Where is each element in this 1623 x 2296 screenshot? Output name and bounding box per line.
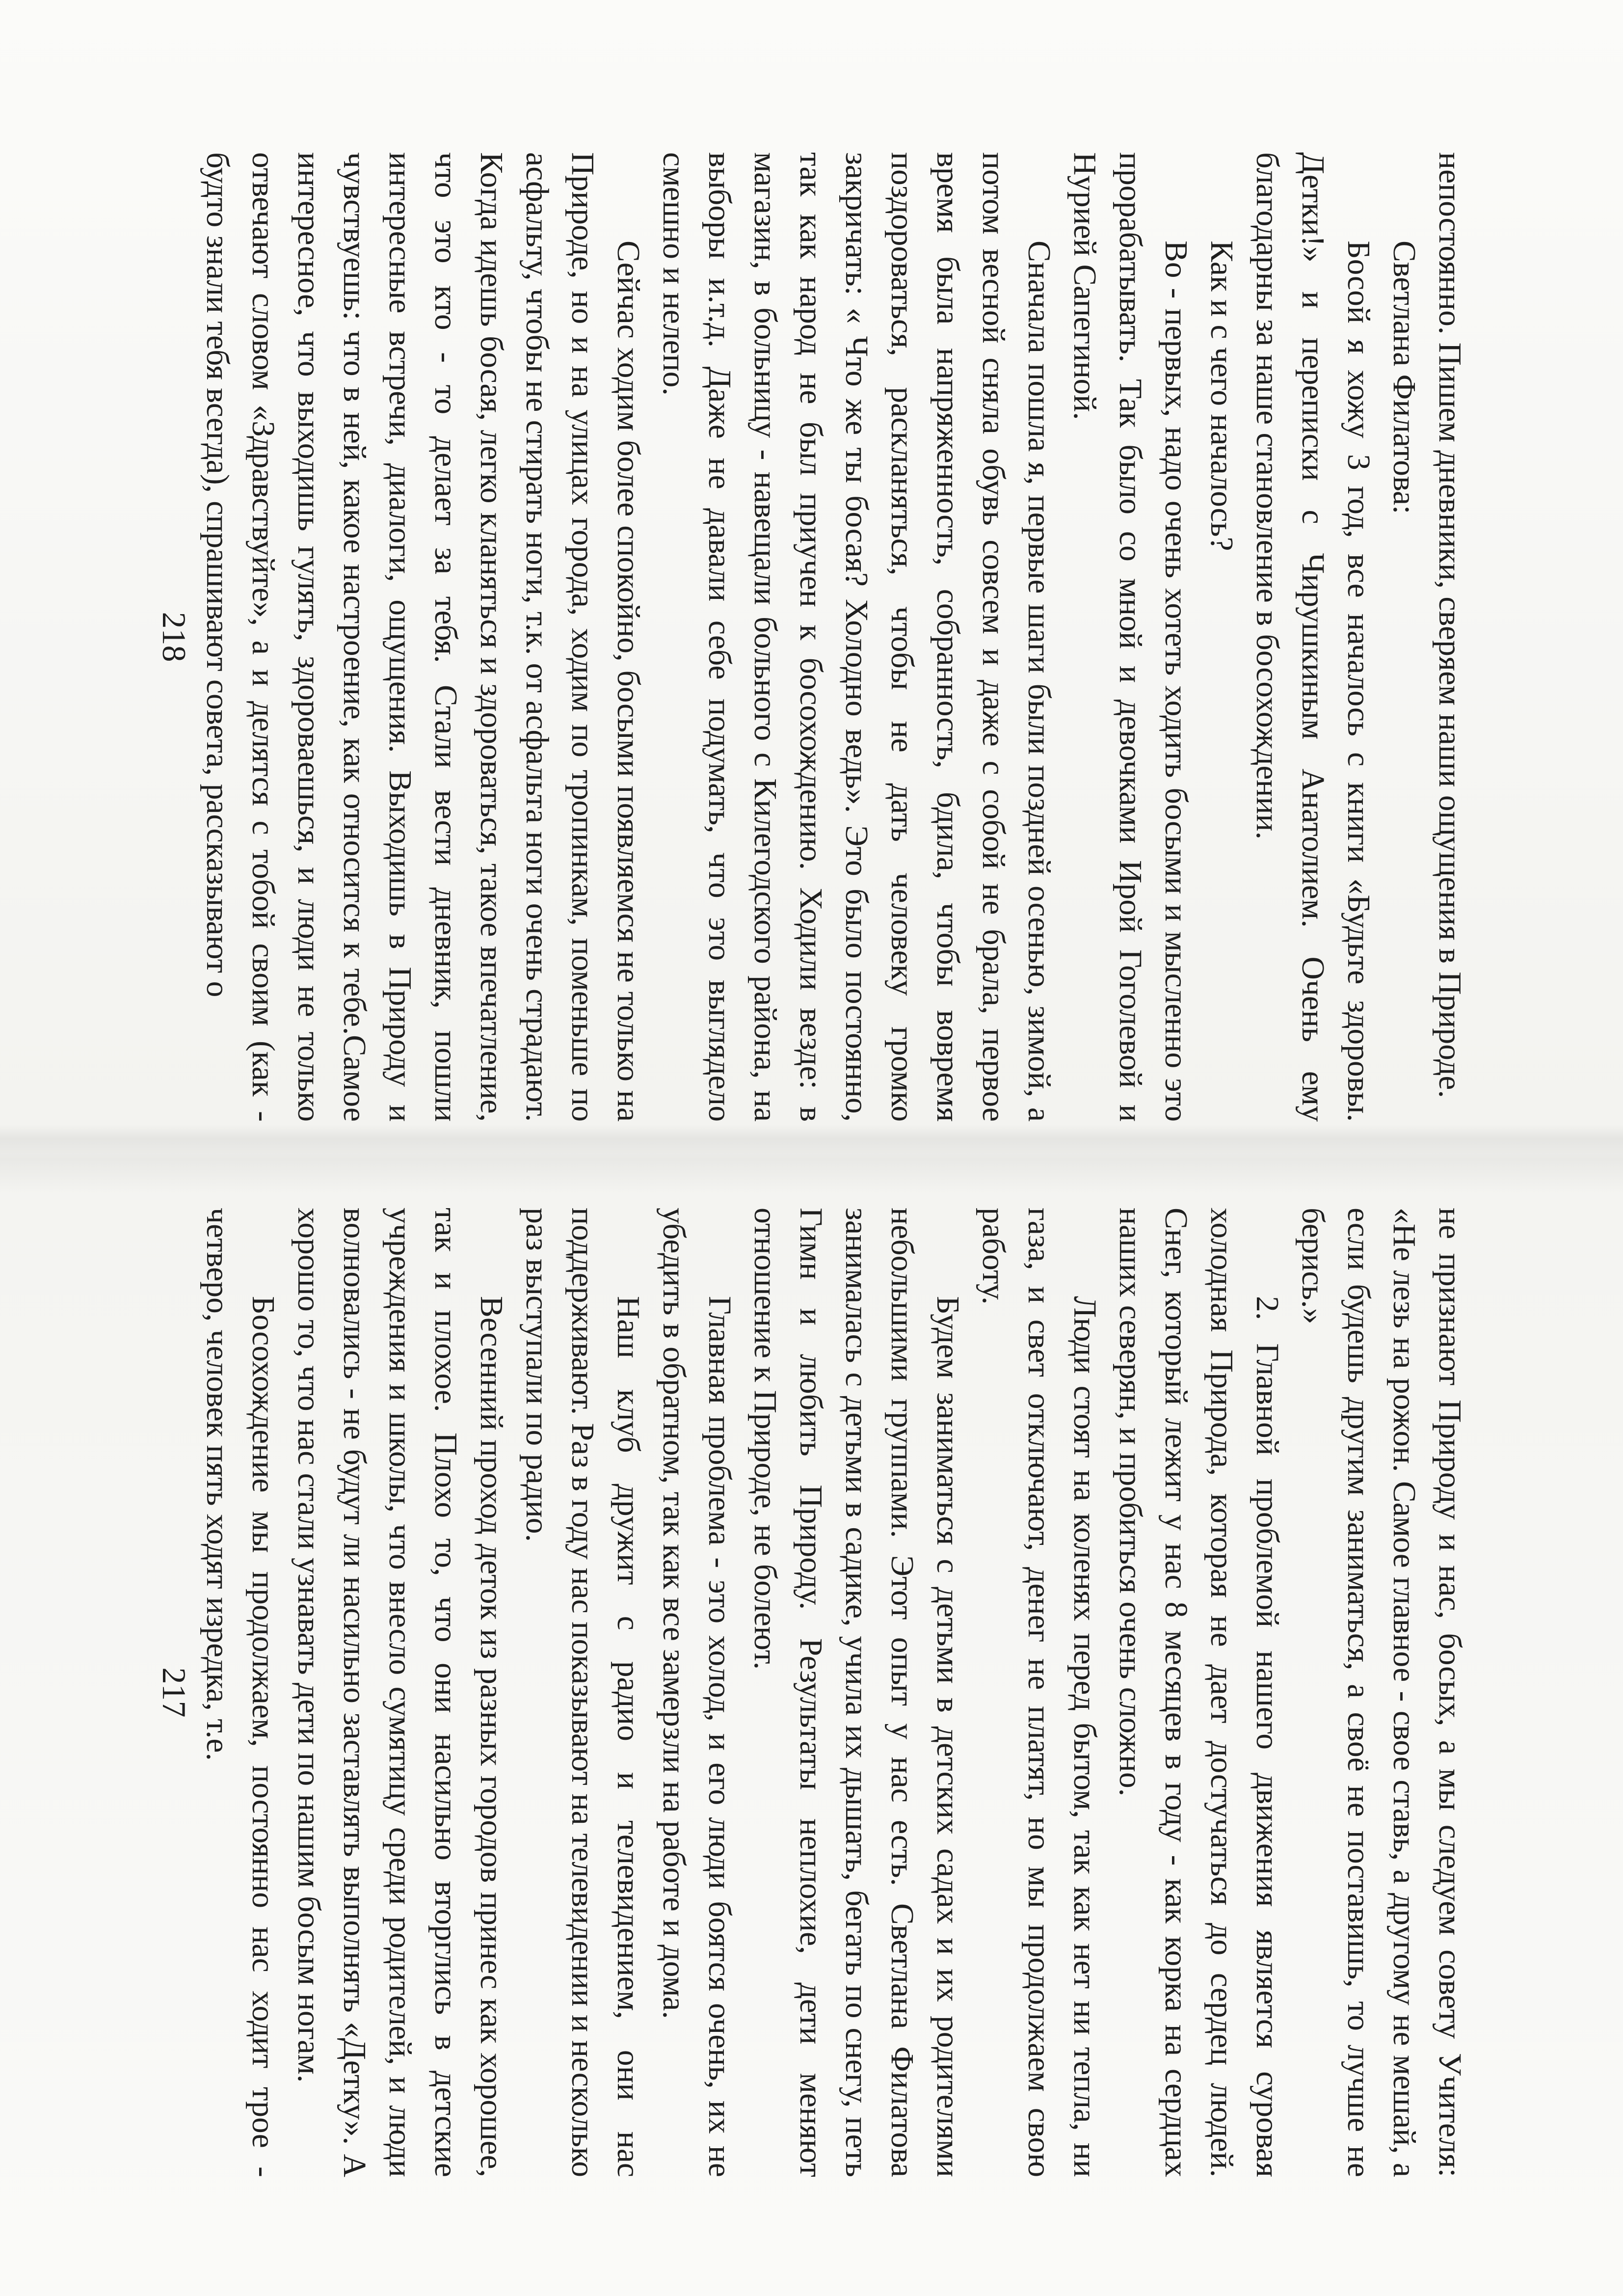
page-217 bbox=[123, 1208, 1472, 2177]
page-218 bbox=[123, 152, 1472, 1122]
paragraph: Весенний проход деток из разных городов принес как хорошее, так и плохое. Плохо то, что они насильно вторглись в детские учреждения и школы, что внесло сумятицу среди родителей, и люди волновались - не будут ли насильно заставлять выполнять «Детку». А хорошо то, что нас стали узнавать дети по нашим босым ногам. bbox=[291, 1208, 509, 2177]
page-fold bbox=[0, 1124, 1623, 1154]
paragraph: Люди стоят на коленях перед бытом, так как нет ни тепла, ни газа, и свет отключают, денег не платят, но мы продолжаем свою работу. bbox=[976, 1208, 1102, 2177]
page-number: 218 bbox=[156, 612, 193, 662]
paragraph: Как и с чего началось? bbox=[1204, 241, 1239, 551]
page-217-text bbox=[194, 1208, 1472, 2177]
paragraph: Сначала пошла я, первые шаги были поздней осенью, зимой, а потом весной сняла обувь совсем и даже с собой не брала, первое время была напряженность, собранность, бдила, чтобы вовремя поздороваться, раскланяться, чтобы не дать человеку громко закричать: « Что же ты босая? Холодно ведь». Это было постоянно, так как народ не был приучен к босохождению. Ходили везде: в магазин, в больницу - навещали больного с Килегодского района, на выборы и.т.д. Даже не давали себе подумать, что это выглядело смешно и нелепо. bbox=[656, 152, 1057, 1122]
paragraph: Светлана Филатова: bbox=[1386, 241, 1422, 514]
page-218-text bbox=[194, 152, 1472, 1122]
paragraph: непостоянно. Пишем дневники, сверяем наши ощущения в Природе. bbox=[1432, 152, 1467, 1098]
paragraph: Наш клуб дружит с радио и телевидением, они нас поддерживают. Раз в году нас показывают на телевидении и несколько раз выступали по радио. bbox=[519, 1208, 646, 2177]
paragraph: Главная проблема - это холод, и его люди боятся очень, их не убедить в обратном, так как все замерзли на работе и дома. bbox=[656, 1208, 737, 2177]
paragraph: 2. Главной проблемой нашего движения является суровая холодная Природа, которая не дает достучаться до сердец людей. Снег, который лежит у нас 8 месяцев в году - как корка на сердцах наших северян, и пробиться очень сложно. bbox=[1113, 1208, 1285, 2177]
paragraph: не признают Природу и нас, босых, а мы следуем совету Учителя: «Не лезь на рожон. Самое главное - свое ставь, а другому не мешай, а если будешь другим заниматься, а своё не поставишь, то лучше не берись.» bbox=[1295, 1208, 1467, 2177]
paragraph: Босохождение мы продолжаем, постоянно нас ходит трое - четверо, человек пять ходят изредка, т.е. bbox=[200, 1208, 281, 2177]
paragraph: Будем заниматься с детьми в детских садах и их родителями небольшими группами. Этот опыт у нас есть. Светлана Филатова занималась с детьми в садике, учила их дышать, бегать по снегу, петь Гимн и любить Природу. Результаты неплохие, дети меняют отношение к Природе, не болеют. bbox=[747, 1208, 965, 2177]
paragraph: Сейчас ходим более спокойно, босыми появляемся не только на Природе, но и на улицах города, ходим по тропинкам, поменьше по асфальту, чтобы не стирать ноги, т.к. от асфальта ноги очень страдают. Когда идешь босая, легко кланяться и здороваться, такое впечатление, что это кто - то делает за тебя. Стали вести дневник, пошли интересные встречи, диалоги, ощущения. Выходишь в Природу и чувствуешь: что в ней, какое настроение, как относится к тебе.Самое интересное, что выходишь гулять, здороваешься, и люди не только отвечают словом «Здравствуйте», а и делятся с тобой своим (как - будто знали тебя всегда), спрашивают совета, рассказывают о bbox=[200, 152, 646, 1122]
page-number: 217 bbox=[156, 1667, 193, 1718]
paragraph: Во - первых, надо очень хотеть ходить босыми и мысленно это прорабатывать. Так было со мной и девочками Ирой Гоголевой и Нурией Сапегиной. bbox=[1067, 152, 1194, 1122]
paragraph: Босой я хожу 3 год, все началось с книги «Будьте здоровы. Детки!» и переписки с Чирушкиным Анатолием. Очень ему благодарны за наше становление в босохождении. bbox=[1250, 152, 1376, 1122]
